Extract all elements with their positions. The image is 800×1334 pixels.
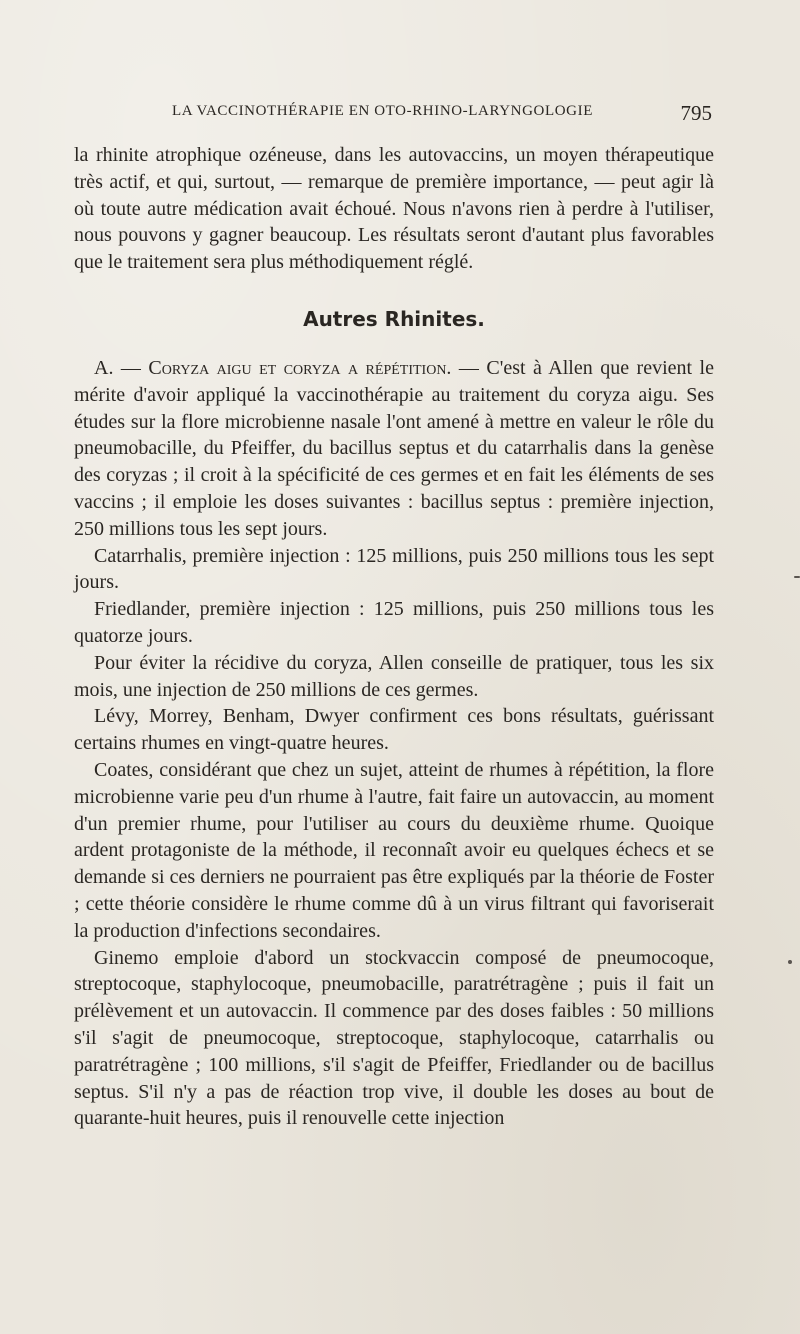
section-a-paragraph xyxy=(74,355,714,543)
page-number: 795 xyxy=(680,101,712,125)
paragraph-friedlander: Friedlander, première injection : 125 millions, puis 250 millions tous les quatorze jours. xyxy=(74,598,714,647)
section-a-text: — C'est à Allen que revient le mérite d'avoir appliqué la vaccinothérapie au traitement du coryza aigu. Ses études sur la flore microbienne nasale l'ont amené à mettre en valeur le rôle du pneumobacille, du Pfeiffer, du bacillus septus et du catarrhalis dans la genèse des coryzas ; il croit à la spécificité de ces germes et en fait les éléments de ses vaccins ; il emploie les doses suivantes : bacillus septus : première injection, 250 millions tous les sept jours. xyxy=(74,356,714,540)
margin-speck xyxy=(788,960,792,964)
section-a-label: A. — Coryza aigu et coryza a répétition. xyxy=(94,356,452,379)
intro-paragraph: la rhinite atrophique ozéneuse, dans les autovaccins, un moyen thérapeutique très actif, et qui, surtout, — remarque de première importance, — peut agir là où toute autre médication avait échoué. Nous n'avons rien à perdre à l'utiliser, nous pouvons y gagner beaucoup. Les résultats seront d'autant plus favorables que le traitement sera plus méthodiquement réglé. xyxy=(74,144,714,274)
margin-speck xyxy=(794,576,800,578)
running-head xyxy=(172,101,712,125)
body-text xyxy=(74,142,714,1132)
paragraph-levy: Lévy, Morrey, Benham, Dwyer confirment ces bons résultats, guérissant certains rhumes en vingt-quatre heures. xyxy=(74,705,714,755)
paragraph-catarrhalis: Catarrhalis, première injection : 125 millions, puis 250 millions tous les sept jours. xyxy=(74,544,714,594)
paragraph-ginemo: Ginemo emploie d'abord un stockvaccin composé de pneumocoque, streptocoque, staphylocoque, pneumobacille, paratrétragène ; puis il fait un prélèvement et un autovaccin. Il commence par des doses faibles : 50 millions s'il s'agit de pneumocoque, streptocoque, staphylocoque, catarrhalis ou paratrétragène ; 100 millions, s'il s'agit de Pfeiffer, Friedlander ou de bacillus septus. S'il n'y a pas de réaction trop vive, il double les doses au bout de quarante-huit heures, puis il renouvelle cette injection xyxy=(74,946,714,1130)
section-title: Autres Rhinites. xyxy=(303,306,485,331)
paragraph-allen-recidive: Pour éviter la récidive du coryza, Allen conseille de pratiquer, tous les six mois, une injection de 250 millions de ces germes. xyxy=(74,651,714,701)
running-title: LA VACCINOTHÉRAPIE EN OTO-RHINO-LARYNGOLOGIE xyxy=(172,103,593,119)
paragraph-coates: Coates, considérant que chez un sujet, atteint de rhumes à répétition, la flore microbienne varie peu d'un rhume à l'autre, fait faire un autovaccin, au moment d'un premier rhume, pour l'utiliser au cours du deuxième rhume. Quoique ardent protagoniste de la méthode, il reconnaît avoir eu quelques échecs et se demande si ces derniers ne pourraient pas être expliqués par la théorie de Foster ; cette théorie considère le rhume comme dû à un virus filtrant qui favoriserait la production d'infections secondaires. xyxy=(74,758,714,942)
